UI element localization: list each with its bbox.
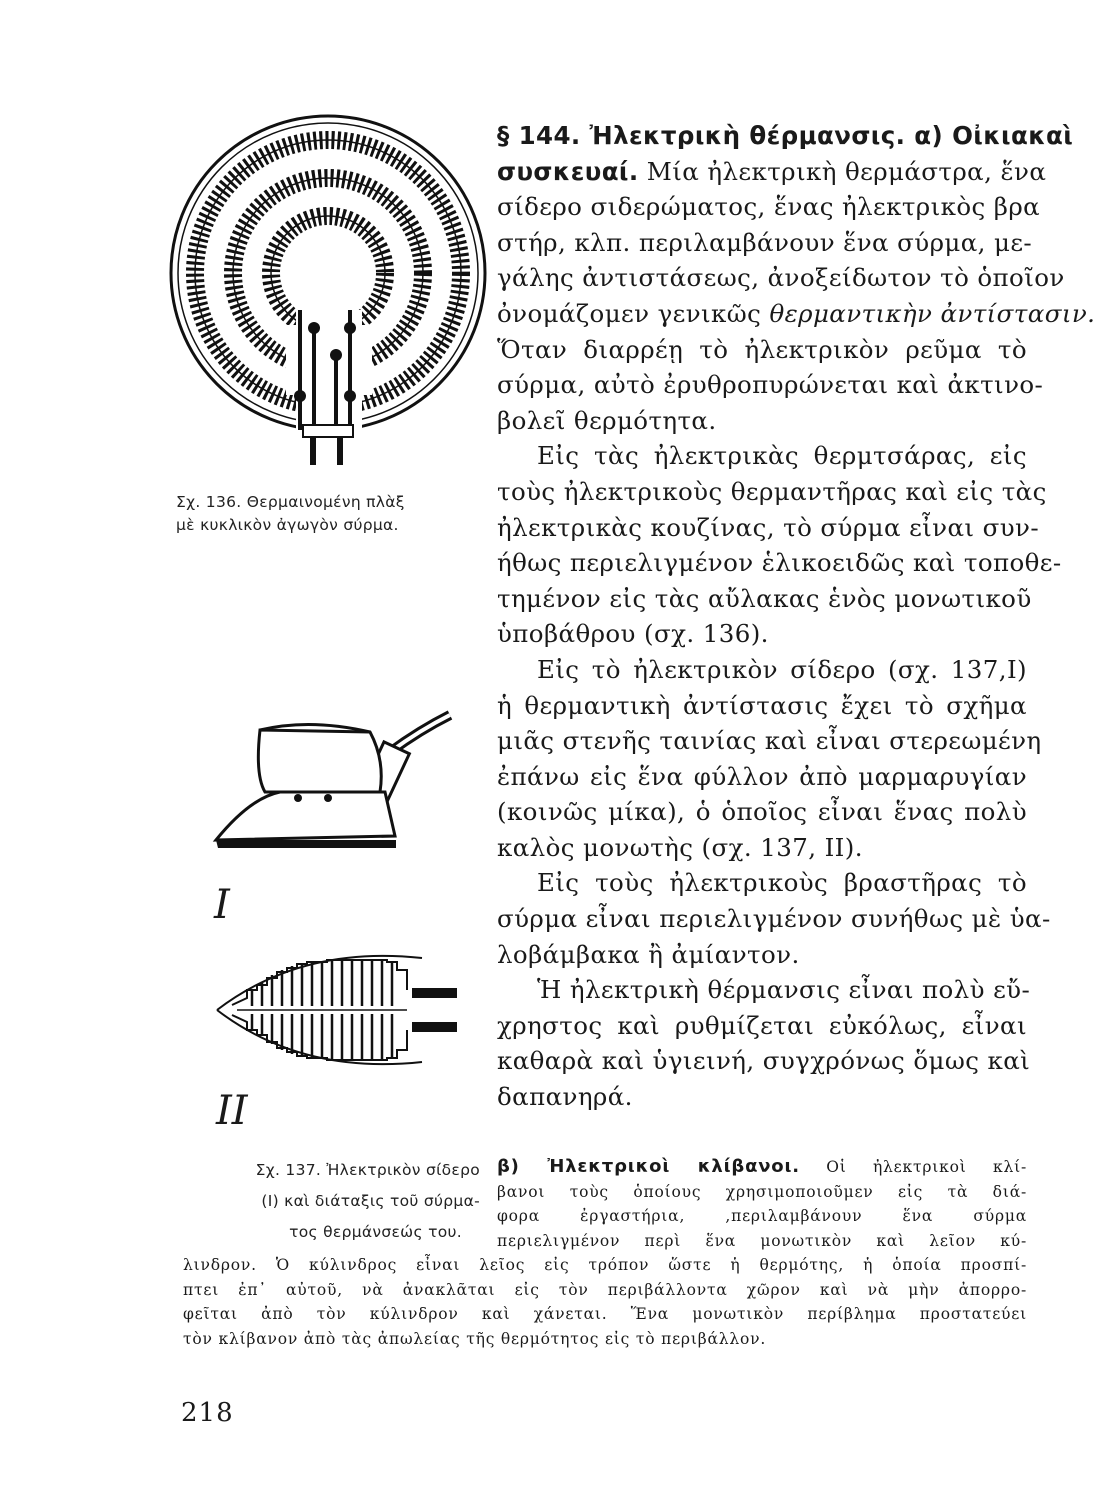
p3-line4: ἐπάνω εἰς ἕνα φύλλον ἀπὸ μαρμαρυγίαν	[497, 761, 1027, 791]
subsection-ovens-top	[497, 1155, 1027, 1253]
p1-line1: Μία ἠλεκτρικὴ θερμάστρα, ἕνα	[638, 156, 1047, 186]
subsection-heading: β) Ἠλεκτρικοὶ κλίβανοι.	[497, 1156, 800, 1177]
p2-line5: τημένον εἰς τὰς αὔλακας ἑνὸς μονωτικοῦ	[497, 583, 1032, 613]
subsection-line4: περιελιγμένον περὶ ἕνα μονωτικὸν καὶ λεῖον κύ-	[497, 1231, 1027, 1250]
figure-137-caption	[190, 1155, 480, 1248]
p1-line3: στήρ, κλπ. περιλαμβάνουν ἕνα σύρμα, με-	[497, 227, 1033, 257]
p2-line4: ήθως περιελιγμένον ἑλικοειδῶς καὶ τοποθε-	[497, 548, 1062, 578]
section-heading-cont: συσκευαί.	[497, 156, 639, 186]
p1-line2: σίδερο σιδερώματος, ἕνας ἠλεκτρικὸς βρα	[497, 192, 1041, 222]
p2-line1: Εἰς τὰς ἠλεκτρικὰς θερμτσάρας, εἰς	[537, 441, 1027, 471]
figure-137-wire-diagram	[212, 950, 462, 1070]
p5-line4: δαπανηρά.	[497, 1082, 633, 1112]
p3-line2: ἡ θερμαντικὴ ἀντίστασις ἔχει τὸ σχῆμα	[497, 690, 1027, 720]
p1-line4: γάλης ἀντιστάσεως, ἀνοξείδωτον τὸ ὁποῖον	[497, 263, 1065, 293]
figure-136-caption-line1: Σχ. 136. Θερμαινομένη πλὰξ	[176, 493, 405, 511]
subsection-line2: βανοι τοὺς ὁποίους χρησιμοποιοῦμεν εἰς τὰ διά-	[497, 1182, 1027, 1201]
subsection-line6: πτει ἐπ᾽ αὐτοῦ, νὰ ἀνακλᾶται εἰς τὸν περιβάλλοντα χῶρον καὶ νὰ μὴν ἀπορρο-	[183, 1280, 1027, 1299]
figure-136-caption-line2: μὲ κυκλικὸν ἀγωγὸν σύρμα.	[176, 516, 399, 534]
p3-line1: Εἰς τὸ ἠλεκτρικὸν σίδερο (σχ. 137,I)	[537, 654, 1027, 684]
p5-line3: καθαρὰ καὶ ὑγιεινή, συγχρόνως ὅμως καὶ	[497, 1046, 1031, 1076]
p1-line6: Ὅταν διαρρέῃ τὸ ἠλεκτρικὸν ρεῦμα τὸ	[497, 334, 1027, 364]
figure-137-label-i: I	[214, 882, 230, 928]
subsection-line8: τὸν κλίβανον ἀπὸ τὰς ἀπωλείας τῆς θερμότητος εἰς τὸ περιβάλλον.	[183, 1329, 767, 1348]
p2-line2: τοὺς ἠλεκτρικοὺς θερμαντῆρας καὶ εἰς τὰς	[497, 476, 1047, 506]
p1-line5: ὀνομάζομεν γενικῶς	[497, 298, 770, 328]
p4-line3: λοβάμβακα ἢ ἀμίαντον.	[497, 939, 800, 969]
p1-line5-italic: θερμαντικὴν ἀντίστασιν.	[769, 298, 1095, 328]
subsection-line3: φορα ἐργαστήρια, ,περιλαμβάνουν ἕνα σύρμα	[497, 1207, 1027, 1225]
page-number: 218	[181, 1398, 234, 1428]
p5-line1: Ἡ ἠλεκτρικὴ θέρμανσις εἶναι πολὺ εὔ-	[537, 975, 1031, 1005]
p4-line2: σύρμα εἶναι περιελιγμένον συνήθως μὲ ὑα-	[497, 904, 1051, 934]
figure-137-caption-line1: Σχ. 137. Ἠλεκτρικὸν σίδερο	[255, 1161, 480, 1179]
figure-137-caption-line2: (I) καὶ διάταξις τοῦ σύρμα-	[261, 1192, 480, 1210]
p3-line6: καλὸς μονωτὴς (σχ. 137, II).	[497, 832, 863, 862]
p3-line5: (κοινῶς μίκα), ὁ ὁποῖος εἶναι ἕνας πολὺ	[497, 797, 1027, 827]
figure-137-caption-line3: τος θερμάνσεώς του.	[289, 1223, 462, 1241]
subsection-line5: λινδρον. Ὁ κύλινδρος εἶναι λεῖος εἰς τρόπον ὥστε ἡ θερμότης, ἡ ὁποία προσπί-	[183, 1256, 1027, 1274]
figure-136-heating-plate	[168, 110, 498, 480]
p2-line6: ὑποβάθρου (σχ. 136).	[497, 619, 769, 649]
p5-line2: χρηστος καὶ ρυθμίζεται εὐκόλως, εἶναι	[497, 1010, 1027, 1040]
subsection-ovens-bottom	[183, 1253, 1027, 1351]
p3-line3: μιᾶς στενῆς ταινίας καὶ εἶναι στερεωμένη	[497, 726, 1042, 756]
subsection-line1: Οἱ ἠλεκτρικοὶ κλί-	[799, 1158, 1028, 1176]
p1-line8: βολεῖ θερμότητα.	[497, 405, 717, 435]
p1-line7: σύρμα, αὐτὸ ἐρυθροπυρώνεται καὶ ἀκτινο-	[497, 370, 1044, 400]
subsection-line7: φεῖται ἀπὸ τὸν κύλινδρον καὶ χάνεται. Ἕνα μονωτικὸν περίβλημα προστατεύει	[183, 1305, 1027, 1323]
section-144-body	[497, 118, 1095, 1115]
figure-137-label-ii: II	[216, 1088, 248, 1134]
figure-136-caption	[176, 491, 405, 537]
section-heading: § 144. Ἠλεκτρικὴ θέρμανσις. α) Οἰκιακαὶ	[497, 121, 1074, 150]
figure-137-iron	[210, 700, 480, 870]
p4-line1: Εἰς τοὺς ἠλεκτρικοὺς βραστῆρας τὸ	[537, 868, 1027, 898]
p2-line3: ἠλεκτρικὰς κουζίνας, τὸ σύρμα εἶναι συν-	[497, 512, 1040, 542]
